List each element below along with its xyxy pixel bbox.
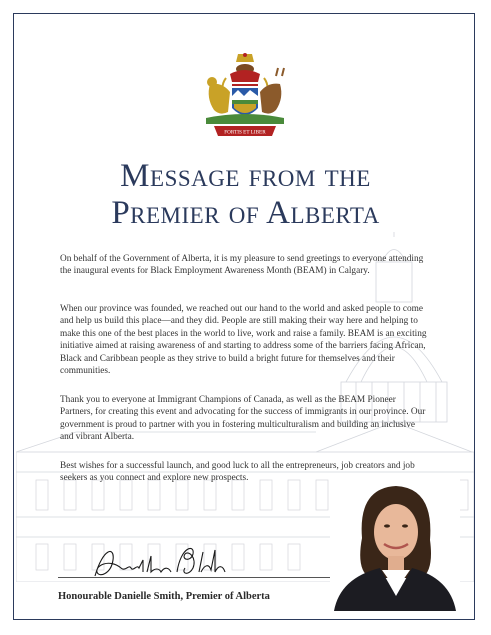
signature-caption: Honourable Danielle Smith, Premier of Alberta bbox=[58, 591, 270, 602]
paragraph-3: Thank you to everyone at Immigrant Champions of Canada, as well as the BEAM Pioneer Partners, for creating this event and advocating for the success of immigrants in our province. Our government is proud to partner with you in fostering multiculturalism and building an inclusive and vibrant Alberta. bbox=[60, 395, 426, 443]
signature-line bbox=[58, 577, 340, 578]
paragraph-2: When our province was founded, we reached out our hand to the world and asked people to come and help us build this place—and they did. People are still making their way here and helping to make this one of the best places in the world to live, work and raise a family. BEAM is an exciting initiative aimed at raising awareness of and starting to address some of the barriers facing African, Black and Caribbean people as they strive to build a bright future for themselves and their communities. bbox=[60, 304, 427, 377]
page-title-line-1: Message from the bbox=[120, 158, 371, 194]
premier-portrait bbox=[330, 478, 460, 611]
paragraph-4: Best wishes for a successful launch, and good luck to all the entrepreneurs, job creators and job seekers as you connect and explore new prospects. bbox=[60, 461, 415, 484]
paragraph-1: On behalf of the Government of Alberta, it is my pleasure to send greetings to everyone attending the inaugural events for Black Employment Awareness Month (BEAM) in Calgary. bbox=[60, 254, 424, 277]
page-title-line-2: Premier of Alberta bbox=[111, 195, 380, 231]
alberta-coat-of-arms bbox=[200, 52, 290, 140]
crest-motto: FORTIS ET LIBER bbox=[224, 129, 266, 136]
